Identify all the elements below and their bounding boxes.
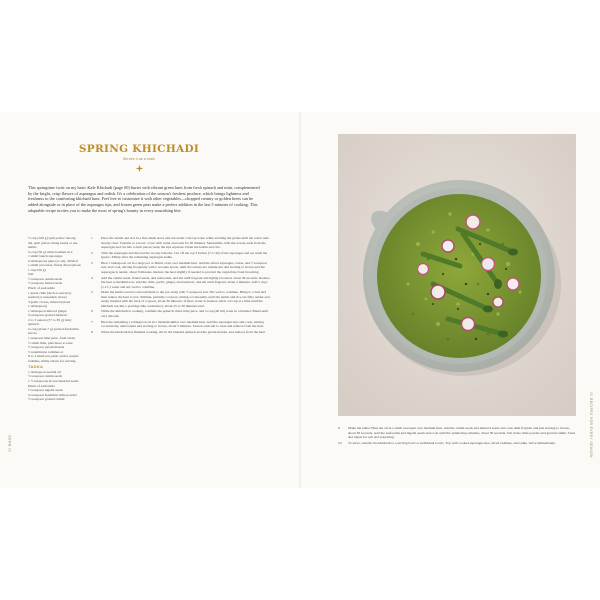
step-text: Place the lentils and rice in a fine-mesh sieve and run under cold tap water while swirling the grains until the water runs mostly clear. Transfer to a bowl, cover with water and soak for 30 minutes. Meanwhile, trim the woody ends from the asparagus and cut into 2-inch pieces; keep the tips separate. Drain the lentils and rice. xyxy=(101,236,269,249)
ingredient-item: 2 tablespoons ghee (or oil), divided xyxy=(28,258,78,263)
ingredient-item: leaves xyxy=(28,331,37,336)
step-number: 7 xyxy=(91,319,93,324)
recipe-intro xyxy=(28,185,260,214)
step-number: 4 xyxy=(91,275,93,280)
step-text: When the khichadi has finished cooking, stir in the blended spinach and the garam masala, and remove from the heat. xyxy=(101,329,266,334)
ingredient-item: ½ small lime, plus more to taste xyxy=(28,340,73,345)
method-step xyxy=(91,330,271,335)
recipe-serves: Serves 4 as a main xyxy=(122,157,156,161)
ingredient-item: 1 tablespoon minced ginger xyxy=(28,308,67,313)
ingredient-item: lentils xyxy=(28,245,37,250)
method-step xyxy=(91,320,271,329)
method-step xyxy=(338,426,578,440)
ingredient-item: ½ teaspoon fennel seeds xyxy=(28,281,63,286)
page-folio-right: 00 RECIPES FOR EVERY SEASON xyxy=(589,392,593,458)
ingredient-item: dal, split yellow mung beans or use xyxy=(28,240,78,245)
ingredient-item: 8 to 4 small red, pink, and/or purple xyxy=(28,354,79,359)
method-steps-continued xyxy=(338,426,578,446)
step-number: 2 xyxy=(91,250,93,255)
tadka-item: ½ teaspoon cumin seeds xyxy=(28,374,63,379)
ingredient-item: 1 green chile (such as serrano), xyxy=(28,290,72,295)
step-text: Make the tadka: Heat the oil in a small saucepan over medium heat. Add the cumin seeds and mustard seeds and cook until fragrant and just starting to brown, about 30 seconds. Add the asafoetida and nigella seeds and cook until the spluttering subsides, about 30 seconds. Stir in the chile powder and ground cumin. Taste and adjust for salt and seasoning. xyxy=(348,426,576,439)
step-text: Drain the lentils and rice and add them to the pot along with ½ teaspoon salt. Stir well to combine. Bring to a boil and then reduce the heat to low. Simmer, partially covered, stirring occasionally, until the lentils and rice are fully tender and easily mashed with the back of a spoon, about 30 minutes. If more water is needed, add it 1/4 cup at a time until the khichadi reaches a porridge-like consistency, about 25 to 30 minutes total. xyxy=(101,290,270,308)
ingredient-item: 1 cup/150 g) xyxy=(28,267,46,272)
ingredient-item: 3 garlic cloves, minced (about xyxy=(28,299,71,304)
ingredient-item: ¾ teaspoon ground turmeric xyxy=(28,313,68,318)
step-text: Heat 1 tablespoon oil in a large pot or Dutch oven over medium heat. Add the sliced asparagus, onion, and ½ teaspoon salt, and cook, stirring frequently with a wooden spoon, until the onions are translucent and starting to brown and the asparagus is tender, about 8 minutes. Reduce the heat slightly if needed to prevent the vegetables from browning. xyxy=(101,260,267,274)
ingredient-item: ½ teaspoon cumin seeds xyxy=(28,276,63,281)
method-steps xyxy=(91,236,271,336)
recipe-photo xyxy=(338,134,576,416)
right-page xyxy=(301,112,600,488)
step-number: 8 xyxy=(91,329,93,334)
khichadi-bowl-illustration xyxy=(338,134,576,416)
method-step xyxy=(338,441,578,446)
intro-paragraph: This springtime twist on my basic Kale Khichadi (page 00) bursts with vibrant green hues from fresh spinach and mint, complemented by the bright, crisp flavors of asparagus and radish. It's a celebration of the season's freshest produce, which brings lightness and freshness to the comforting khichadi base. Feel free to customize it with other vegetables—chopped creamy or golden beets can be added alongside or in place of the asparagus tips, and frozen green peas make a perfect addition in the last 5 minutes of cooking. This adaptable recipe invites you to make the most of spring's bounty in every nourishing bite. xyxy=(28,185,260,213)
ingredient-item: ½ teaspoon garam masala xyxy=(28,345,65,350)
step-text: Add the cumin seeds, fennel seeds, and asafoetida, and stir until fragrant and lightly browned, about 30 seconds. Reduce the heat to medium-low. Add the chile, garlic, ginger, and turmeric, and stir until fragrant, about 2 minutes. Add 5 cups (1.2 L) water and stir well to combine. xyxy=(101,275,270,289)
leaf-ornament-icon xyxy=(136,165,143,172)
ingredient-item: ½ cup (100 g) split yellow moong xyxy=(28,236,76,240)
ingredient-item: seeded (or unseeded, more) xyxy=(28,295,67,300)
step-number: 1 xyxy=(91,236,93,240)
method-step xyxy=(91,251,271,260)
step-number: 3 xyxy=(91,260,93,265)
ingredient-item: 5 watermelon radishes or xyxy=(28,349,64,354)
ingredient-item: 1 small red onion, finely diced (about xyxy=(28,263,81,268)
step-number: 6 xyxy=(91,309,93,314)
ingredient-list xyxy=(28,236,86,402)
method-step xyxy=(91,290,271,308)
step-text: Trim the asparagus and discard the woody bottoms. Cut off the top 3 inches (7.5 cm) of the asparagus and set aside the spears. Thinly slice the remaining asparagus stalks. xyxy=(101,250,268,260)
tadka-item: Pinch of asafoetida xyxy=(28,383,55,388)
ingredient-item: Salt xyxy=(28,272,34,277)
method-step xyxy=(91,236,271,250)
method-step xyxy=(91,261,271,275)
ingredient-item: Pinch of asafoetida xyxy=(28,286,55,291)
tadka-item: 1 tablespoon neutral oil xyxy=(28,369,61,374)
tadka-item: ½ teaspoon ground cumin xyxy=(28,397,65,402)
tadka-item: ½ teaspoon nigella seeds xyxy=(28,388,63,393)
tadka-item: 1 ½ teaspoons brown mustard seeds xyxy=(28,378,79,383)
ingredient-item: ¼ cup (50 g) white basmati rice xyxy=(28,249,73,254)
ingredient-item: radishes, thinly sliced, for serving xyxy=(28,358,76,363)
recipe-title: SPRING KHICHADI xyxy=(78,143,200,155)
ingredient-item: 2 to 3 ounces (57 to 85 g) baby xyxy=(28,317,72,322)
step-text: While the khichadi is cooking, combine the spinach, mint, lime juice, and ¼ cup (60 ml) water in a blender. Blend until very smooth. xyxy=(101,309,269,318)
step-text: To serve, transfer the khichadi to a serving bowl or individual bowls. Top with cooked asparagus tips, sliced radishes, and tadka. Serve immediately. xyxy=(348,440,556,445)
page-folio-left: 00 BOOK xyxy=(8,434,12,452)
left-page xyxy=(0,112,300,488)
tadka-item: ¼ teaspoon Kashmiri chile powder xyxy=(28,392,77,397)
ingredient-item: 1 teaspoon lime juice, from about xyxy=(28,336,76,341)
ingredient-item: 1 small bunch asparagus xyxy=(28,254,63,259)
step-text: Heat the remaining 1 tablespoon oil in a medium skillet over medium heat. Add the asparagus tips and cook, stirring occasionally, until tender and starting to brown, about 5 minutes. Season with salt to taste and remove from the heat. xyxy=(101,319,264,329)
ingredient-item: 1 tablespoon) xyxy=(28,304,47,309)
tadka-heading: TADKA xyxy=(28,364,44,370)
ingredient-item: spinach xyxy=(28,322,39,327)
method-step xyxy=(91,276,271,290)
step-number: 9 xyxy=(338,426,340,430)
ingredient-item: ¼ cup (about 7 g) packed fresh mint xyxy=(28,326,79,331)
step-number: 10 xyxy=(338,440,342,445)
method-step xyxy=(91,309,271,318)
step-number: 5 xyxy=(91,290,93,295)
